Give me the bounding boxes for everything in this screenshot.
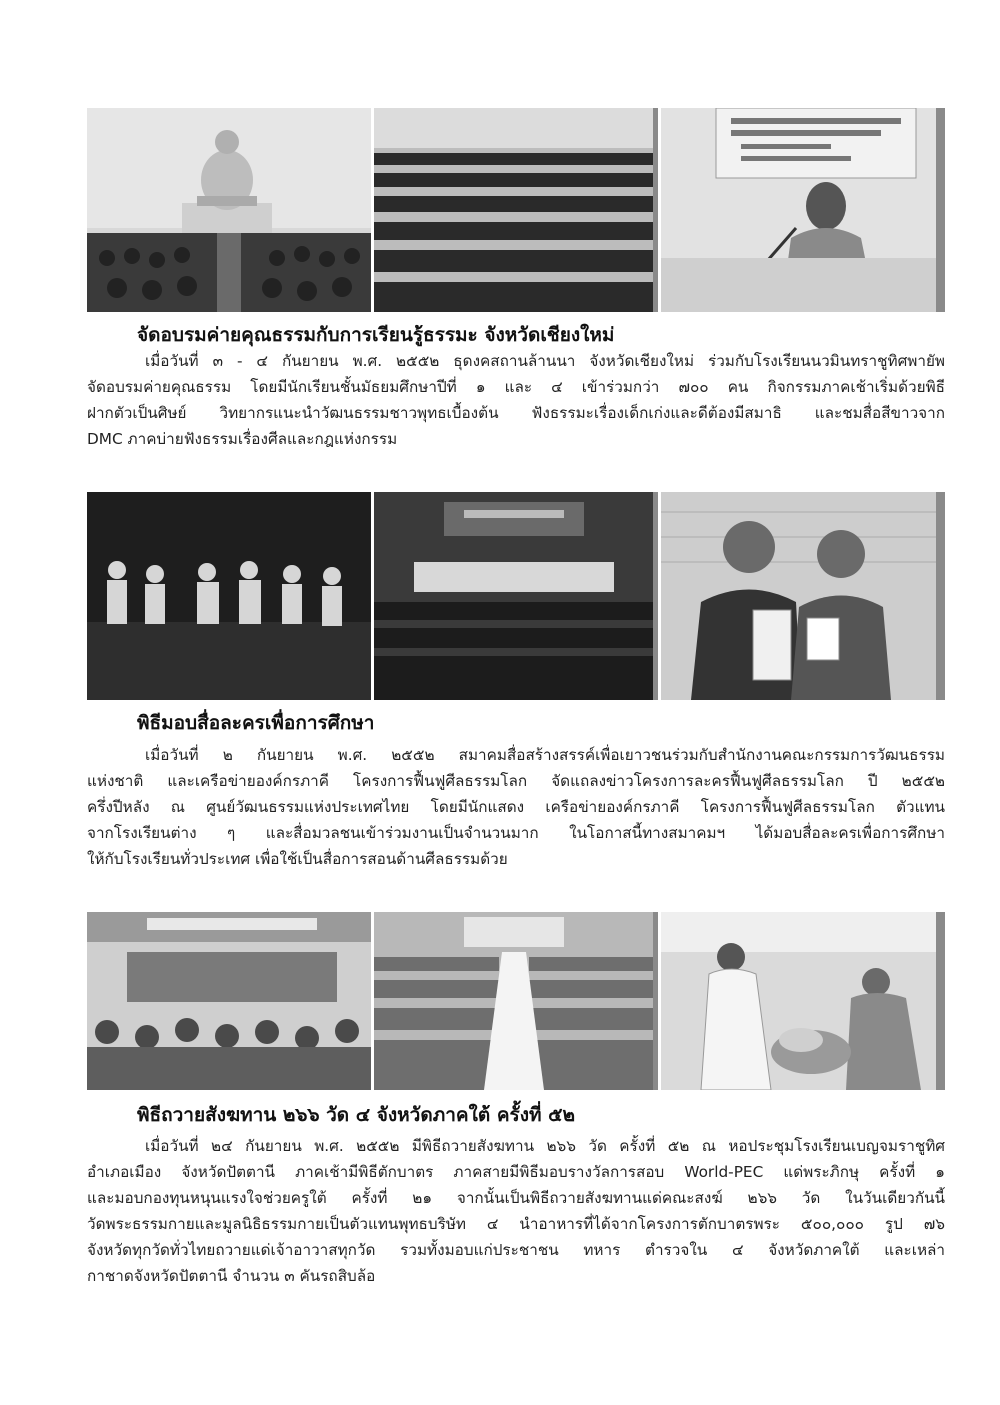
photo-audience-theatre bbox=[374, 492, 658, 700]
section-3-paragraph bbox=[87, 1133, 945, 1289]
section-3-line: วัดพระธรรมกายและมูลนิธิธรรมกายเป็นตัวแทนพุทธบริษัท ๔ นำอาหารที่ได้จากโครงการตักบาตรพระ ๕๐๐,๐๐๐ รูป ๗๖ bbox=[87, 1215, 945, 1233]
section-1-line: DMC ภาคบ่ายฟังธรรมเรื่องศีลและกฎแห่งกรรม bbox=[87, 430, 398, 448]
photo-offering-to-monks bbox=[661, 912, 945, 1090]
section-2-line: ครึ่งปีหลัง ณ ศูนย์วัฒนธรรมแห่งประเทศไทย โดยมีนักแสดง เครือข่ายองค์กรภาคี โครงการฟื้นฟูศีลธรรมโลก ตัวแทน bbox=[87, 798, 945, 816]
section-3-line: จังหวัดทุกวัดทั่วไทยถวายแด่เจ้าอาวาสทุกวัด รวมทั้งมอบแก่ประชาชน ทหาร ตำรวจใน ๔ จังหวัดภาคใต้ และเหล่า bbox=[87, 1241, 945, 1259]
section-1-line: ฝากตัวเป็นศิษย์ วิทยากรแนะนำวัฒนธรรมชาวพุทธเบื้องต้น ฟังธรรมะเรื่องเด็กเก่งและดีต้องมีสมาธิ และชมสื่อสีขาวจาก bbox=[87, 404, 945, 422]
section-3-line: กาชาดจังหวัดปัตตานี จำนวน ๓ คันรถสิบล้อ bbox=[87, 1267, 376, 1285]
photo-monks-seated-rows bbox=[374, 912, 658, 1090]
photo-monk-speaking-microphone bbox=[661, 108, 945, 312]
section-3-line: เมื่อวันที่ ๒๔ กันยายน พ.ศ. ๒๕๕๒ มีพิธีถวายสังฆทาน ๒๖๖ วัด ครั้งที่ ๕๒ ณ หอประชุมโรงเรียนเบญจมราชูทิศ bbox=[145, 1137, 945, 1155]
section-1-paragraph bbox=[87, 348, 945, 452]
photo-students-meditating-hall bbox=[374, 108, 658, 312]
section-1-line: เมื่อวันที่ ๓ - ๔ กันยายน พ.ศ. ๒๕๕๒ ธุดงคสถานล้านนา จังหวัดเชียงใหม่ ร่วมกับโรงเรียนนวมินทราชูทิศพายัพ bbox=[145, 352, 945, 370]
section-2-line: แห่งชาติ และเครือข่ายองค์กรภาคี โครงการฟื้นฟูศีลธรรมโลก จัดแถลงข่าวโครงการละครฟื้นฟูศีลธรรมโลก ปี ๒๕๕๒ bbox=[87, 772, 945, 790]
section-3-line: และมอบกองทุนหนุนแรงใจช่วยครูใต้ ครั้งที่ ๒๑ จากนั้นเป็นพิธีถวายสังฆทานแด่คณะสงฆ์ ๒๖๖ วัด ในวันเดียวกันนี้ bbox=[87, 1189, 945, 1207]
section-2-line: เมื่อวันที่ ๒ กันยายน พ.ศ. ๒๕๕๒ สมาคมสื่อสร้างสรรค์เพื่อเยาวชนร่วมกับสำนักงานคณะกรรมการวัฒนธรรม bbox=[145, 746, 945, 764]
section-1-line: จัดอบรมค่ายคุณธรรม โดยมีนักเรียนชั้นมัธยมศึกษาปีที่ ๑ และ ๔ เข้าร่วมกว่า ๗๐๐ คน กิจกรรมภาคเช้าเริ่มด้วยพิธี bbox=[87, 378, 945, 396]
section-2-line: ให้กับโรงเรียนทั่วประเทศ เพื่อใช้เป็นสื่อการสอนด้านศีลธรรมด้วย bbox=[87, 850, 508, 868]
section-3-line: อำเภอเมือง จังหวัดปัตตานี ภาคเช้ามีพิธีตักบาตร ภาคสายมีพิธีมอบรางวัลการสอบ World-PEC แด่พระภิกษุ ครั้งที่ ๑ bbox=[87, 1163, 945, 1181]
section-2-title: พิธีมอบสื่อละครเพื่อการศึกษา bbox=[137, 712, 375, 734]
section-3-title: พิธีถวายสังฆทาน ๒๖๖ วัด ๔ จังหวัดภาคใต้ ครั้งที่ ๕๒ bbox=[137, 1104, 576, 1126]
photo-two-men-holding-media bbox=[661, 492, 945, 700]
photo-ceremony-hall-stage bbox=[87, 912, 371, 1090]
photo-buddha-statue-students bbox=[87, 108, 371, 312]
section-2-line: จากโรงเรียนต่าง ๆ และสื่อมวลชนเข้าร่วมงานเป็นจำนวนมาก ในโอกาสนี้ทางสมาคมฯ ได้มอบสื่อละครเพื่อการศึกษา bbox=[87, 824, 945, 842]
photo-row-3 bbox=[87, 912, 945, 1090]
photo-row-2 bbox=[87, 492, 945, 700]
section-2-paragraph bbox=[87, 742, 945, 872]
section-1-title: จัดอบรมค่ายคุณธรรมกับการเรียนรู้ธรรมะ จังหวัดเชียงใหม่ bbox=[137, 324, 615, 346]
photo-row-1 bbox=[87, 108, 945, 312]
photo-press-conference-stage bbox=[87, 492, 371, 700]
